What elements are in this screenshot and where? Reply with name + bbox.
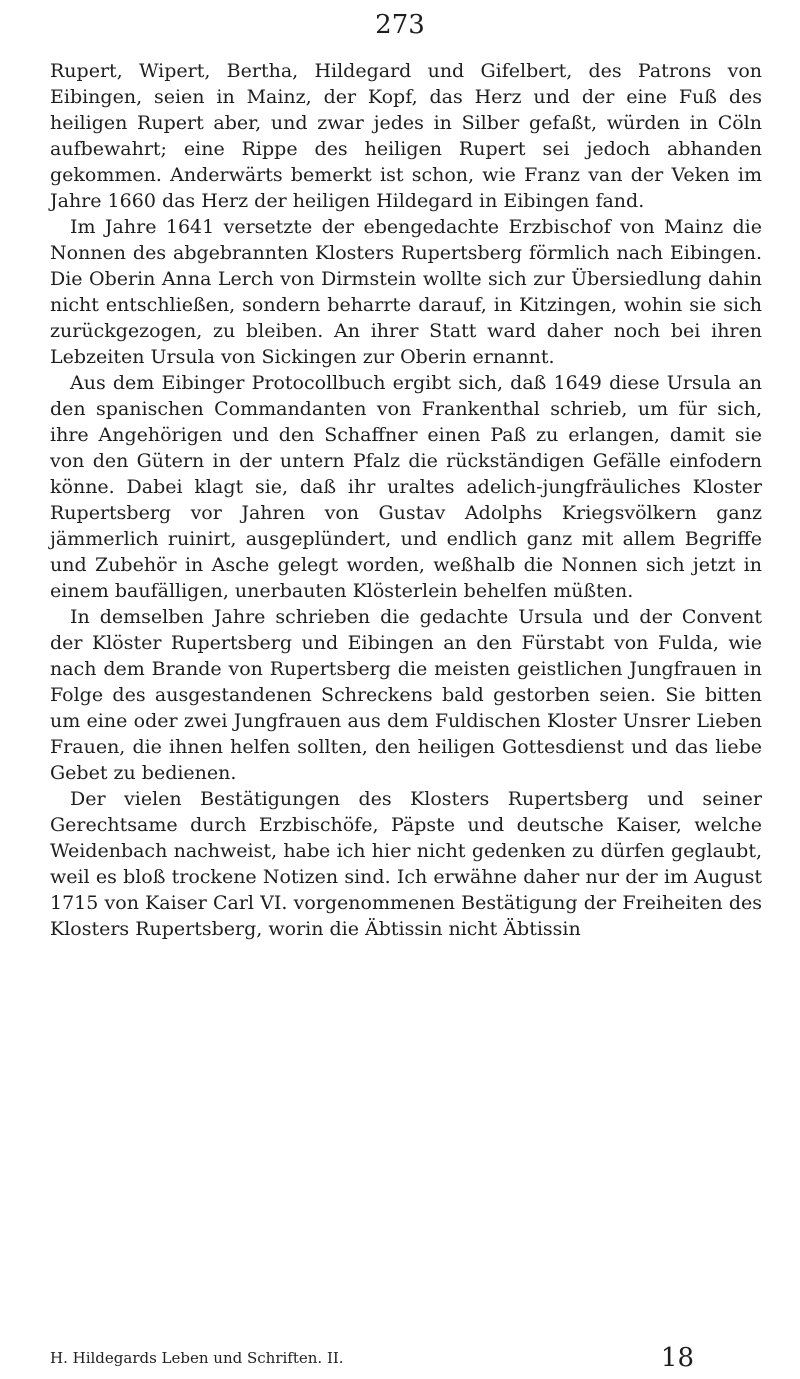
paragraph: In demselben Jahre schrieben die gedachte Ursula und der Convent der Klöster Rupertsberg und Eibingen an den Fürstabt von Fulda, wie nach dem Brande von Rupertsberg die meisten geistlichen Jungfrauen in Folge des ausgestandenen Schreckens bald gestorben seien. Sie bitten um eine oder zwei Jungfrauen aus dem Fuldischen Kloster Unsrer Lieben Frauen, die ihnen helfen sollten, den heiligen Gottesdienst und das liebe Gebet zu bedienen. [50, 606, 762, 784]
paragraph: Der vielen Bestätigungen des Klosters Rupertsberg und seiner Gerechtsame durch Erzbischöfe, Päpste und deutsche Kaiser, welche Weidenbach nachweist, habe ich hier nicht gedenken zu dürfen geglaubt, weil es bloß trockene Notizen sind. Ich erwähne daher nur der im August 1715 von Kaiser Carl VI. vorgenommenen Bestätigung der Freiheiten des Klosters Rupertsberg, worin die Äbtissin nicht Äbtissin [50, 788, 762, 940]
paragraph: Rupert, Wipert, Bertha, Hildegard und Gifelbert, des Patrons von Eibingen, seien in Mainz, der Kopf, das Herz und der eine Fuß des heiligen Rupert aber, und zwar jedes in Silber gefaßt, würden in Cöln aufbewahrt; eine Rippe des heiligen Rupert sei jedoch abhanden gekommen. Anderwärts bemerkt ist schon, wie Franz van der Veken im Jahre 1660 das Herz der heiligen Hildegard in Eibingen fand. [50, 60, 762, 212]
printer-signature: H. Hildegards Leben und Schriften. II. [50, 1349, 344, 1367]
paragraph: Aus dem Eibinger Protocollbuch ergibt sich, daß 1649 diese Ursula an den spanischen Commandanten von Frankenthal schrieb, um für sich, ihre Angehörigen und den Schaffner einen Paß zu erlangen, damit sie von den Gütern in der untern Pfalz die rückständigen Gefälle einfodern könne. Dabei klagt sie, daß ihr uraltes adelich-jungfräuliches Kloster Rupertsberg vor Jahren von Gustav Adolphs Kriegsvölkern ganz jämmerlich ruinirt, ausgeplündert, und endlich ganz mit allem Begriffe und Zubehör in Asche gelegt worden, weßhalb die Nonnen sich jetzt in einem baufälligen, unerbauten Klösterlein behelfen müßten. [50, 372, 762, 602]
page-number: 273 [375, 10, 425, 40]
body-text [50, 58, 762, 942]
signature-mark: 18 [660, 1343, 694, 1373]
paragraph: Im Jahre 1641 versetzte der ebengedachte Erzbischof von Mainz die Nonnen des abgebrannten Klosters Rupertsberg förmlich nach Eibingen. Die Oberin Anna Lerch von Dirmstein wollte sich zur Übersiedlung dahin nicht entschließen, sondern beharrte darauf, in Kitzingen, wohin sie sich zurückgezogen, zu bleiben. An ihrer Statt ward daher noch bei ihren Lebzeiten Ursula von Sickingen zur Oberin ernannt. [50, 216, 762, 368]
page-footer [50, 1343, 762, 1373]
